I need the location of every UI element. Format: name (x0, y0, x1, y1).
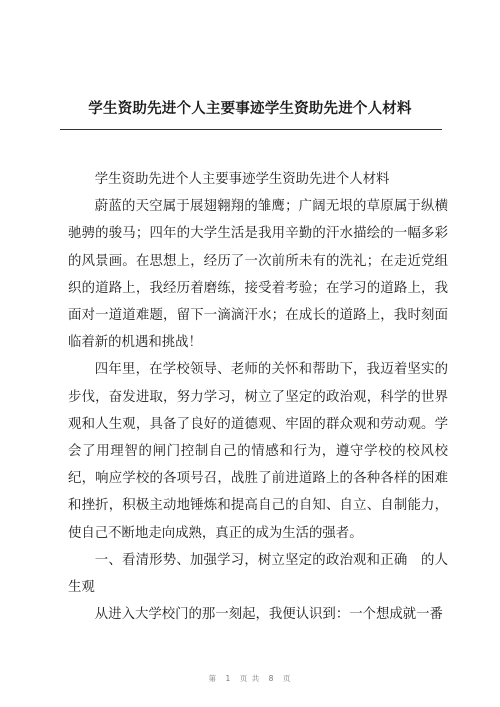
page-number: 第 1 页 共 8 页 (208, 674, 292, 683)
section-heading-1: 一、看清形势、加强学习，树立坚定的政治观和正确 的人生观 (68, 552, 448, 596)
paragraph-heading-repeat: 学生资助先进个人主要事迹学生资助先进个人材料 (94, 172, 390, 187)
paragraph-intro: 蔚蓝的天空属于展翅翱翔的雏鹰；广阔无垠的草原属于纵横驰骋的骏马；四年的大学生活是我用辛勤的汗水描绘的一幅多彩的风景画。在思想上，经历了一次前所未有的洗礼；在走近党组织的道路上，我经历着磨练，接受着考验；在学习的道路上，我面对一道道难题，留下一滴滴汗水；在成长的道路上，我时刻面临着新的机遇和挑战！ (68, 199, 448, 351)
document-body (68, 166, 448, 628)
paragraph-section-1-start: 从进入大学校门的那一刻起，我便认识到：一个想成就一番 (94, 607, 443, 623)
title-divider (60, 129, 442, 130)
document-title: 学生资助先进个人主要事迹学生资助先进个人材料 (88, 101, 412, 117)
paragraph-four-years: 四年里，在学校领导、老师的关怀和帮助下，我迈着坚实的步伐，奋发进取，努力学习，树立了坚定的政治观，科学的世界观和人生观，具备了良好的道德观、牢固的群众观和劳动观。学会了用理智的闸门控制自己的情感和行为，遵守学校的校风校纪，响应学校的各项号召，战胜了前进道路上的各种各样的困难和挫折，积极主动地锤炼和提高自己的自知、自立、自制能力，使自己不断地走向成熟，真正的成为生活的强者。 (68, 362, 448, 541)
